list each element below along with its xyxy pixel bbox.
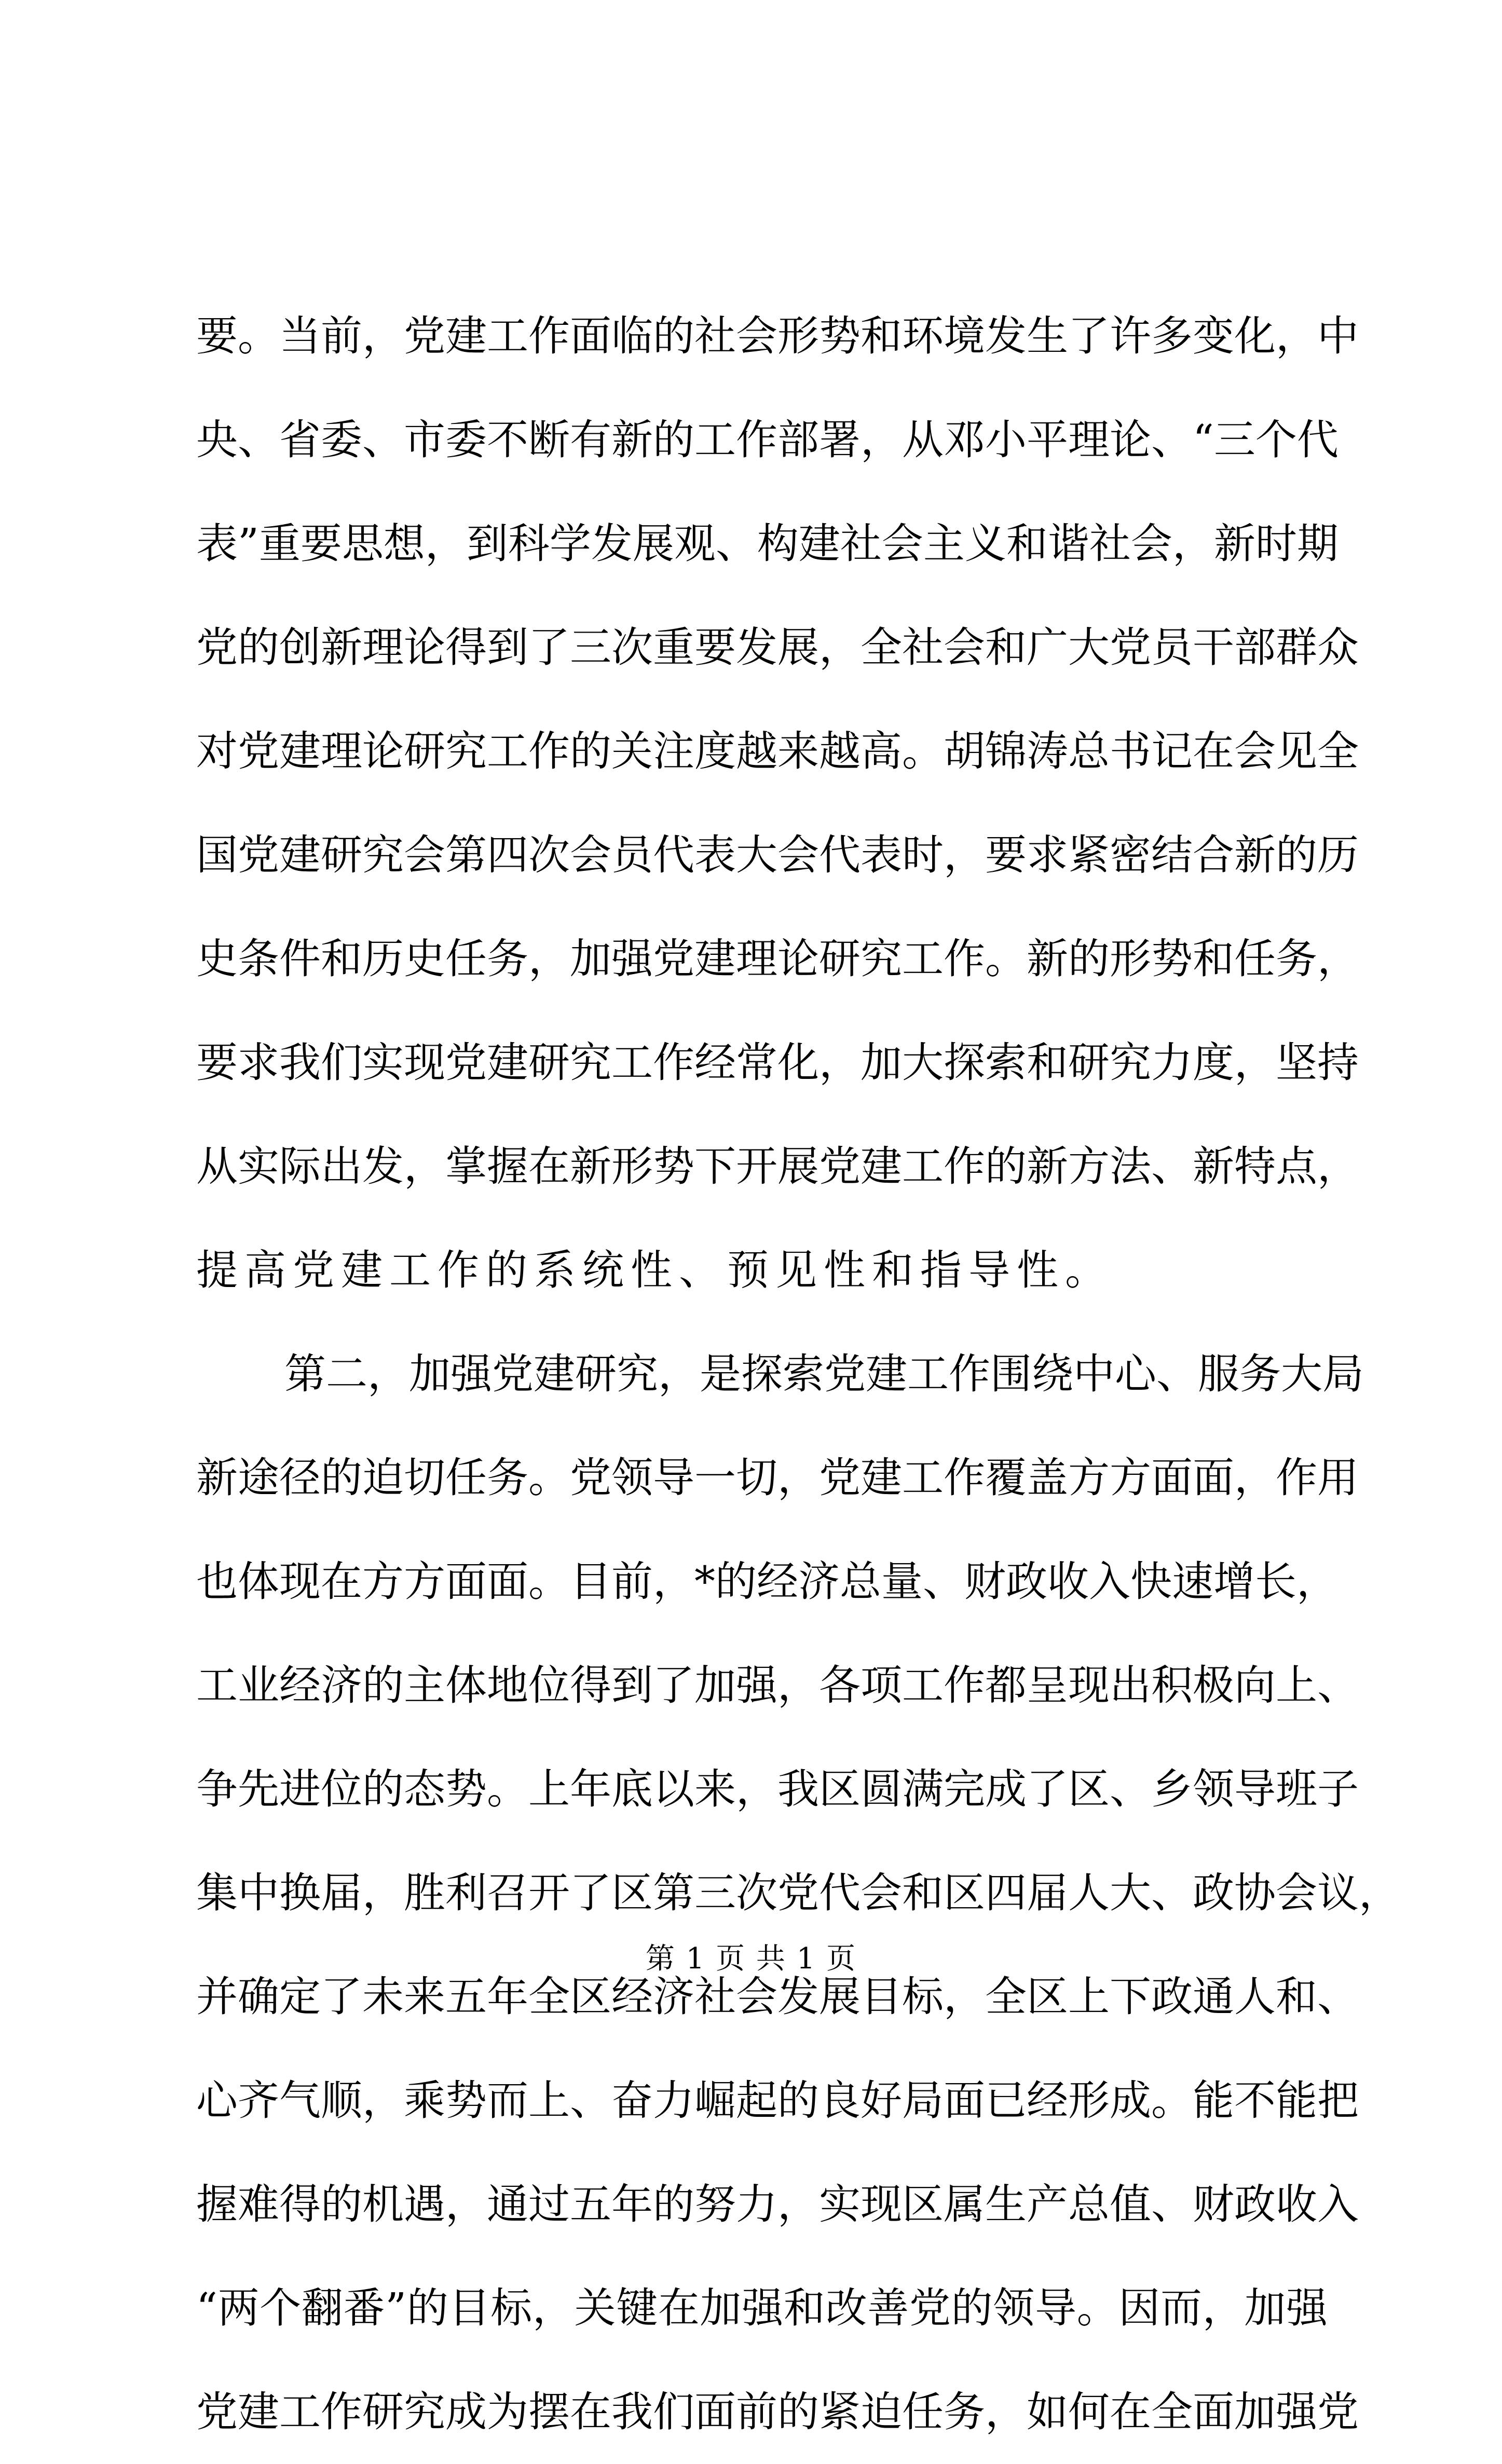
- text-line: 握难得的机遇，通过五年的努力，实现区属生产总值、财政收入: [196, 2180, 1359, 2228]
- text-line: 也体现在方方面面。目前，*的经济总量、财政收入快速增长，: [196, 1557, 1338, 1606]
- text-line: 争先进位的态势。上年底以来，我区圆满完成了区、乡领导班子: [196, 1765, 1359, 1813]
- text-line: 央、省委、市委不断有新的工作部署，从邓小平理论、“三个代: [196, 416, 1339, 464]
- text-line: 党建工作研究成为摆在我们面前的紧迫任务，如何在全面加强党: [196, 2388, 1359, 2436]
- text-line: 心齐气顺，乘势而上、奋力崛起的良好局面已经形成。能不能把: [196, 2076, 1359, 2125]
- text-line: 并确定了未来五年全区经济社会发展目标，全区上下政通人和、: [196, 1973, 1359, 2021]
- text-line: 对党建理论研究工作的关注度越来越高。胡锦涛总书记在会见全: [196, 727, 1359, 775]
- paragraph-last-line: 提高党建工作的系统性、预见性和指导性。: [196, 1246, 1113, 1294]
- paragraph-first-line: 第二，加强党建研究，是探索党建工作围绕中心、服务大局: [284, 1350, 1364, 1398]
- text-line: 国党建研究会第四次会员代表大会代表时，要求紧密结合新的历: [196, 831, 1359, 879]
- text-line: 新途径的迫切任务。党领导一切，党建工作覆盖方方面面，作用: [196, 1454, 1359, 1502]
- text-line: 史条件和历史任务，加强党建理论研究工作。新的形势和任务，: [196, 935, 1359, 983]
- text-line: “两个翻番”的目标，关键在加强和改善党的领导。因而，加强: [196, 2284, 1328, 2332]
- text-line: 工业经济的主体地位得到了加强，各项工作都呈现出积极向上、: [196, 1661, 1359, 1709]
- text-line: 要。当前，党建工作面临的社会形势和环境发生了许多变化，中: [196, 312, 1359, 360]
- text-line: 党的创新理论得到了三次重要发展，全社会和广大党员干部群众: [196, 623, 1359, 672]
- page-footer: 第 1 页 共 1 页: [645, 1942, 857, 1976]
- text-line: 要求我们实现党建研究工作经常化，加大探索和研究力度，坚持: [196, 1038, 1359, 1087]
- document-body: [196, 284, 1400, 2464]
- text-line: 从实际出发，掌握在新形势下开展党建工作的新方法、新特点，: [196, 1142, 1359, 1190]
- text-line: 表”重要思想，到科学发展观、构建社会主义和谐社会，新时期: [196, 519, 1339, 568]
- text-line: 集中换届，胜利召开了区第三次党代会和区四届人大、政协会议，: [196, 1869, 1400, 1917]
